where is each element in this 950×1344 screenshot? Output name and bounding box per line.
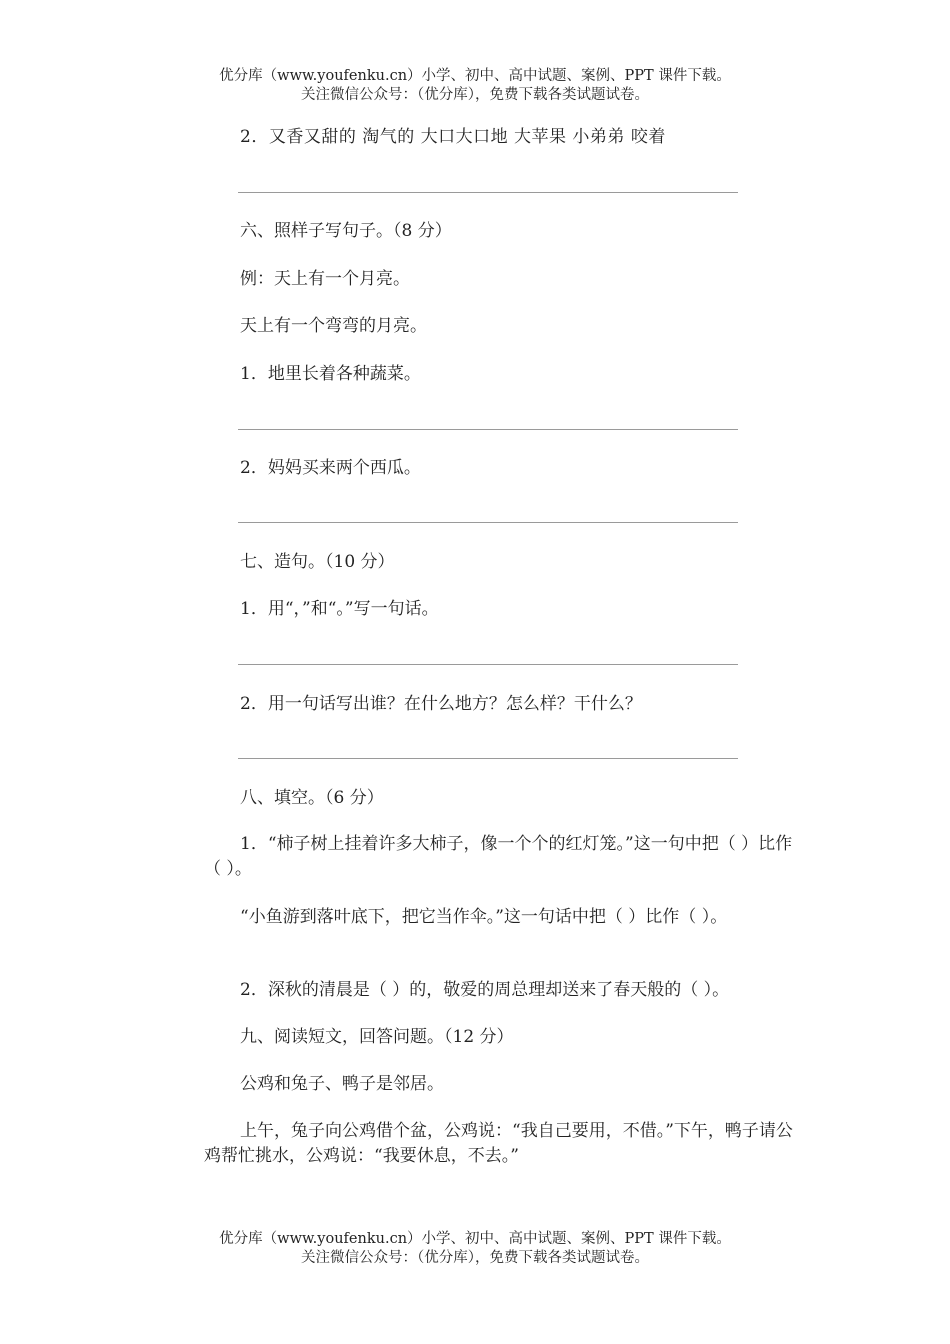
section6-title: 六、照样子写句子。（8 分）: [240, 221, 452, 241]
answer-line: [238, 192, 738, 193]
section6-question2: 2．妈妈买来两个西瓜。: [240, 458, 421, 478]
page-header: [0, 67, 950, 105]
section8-title: 八、填空。（6 分）: [240, 788, 384, 808]
page-footer: [0, 1230, 950, 1268]
section8-question1b: “小鱼游到落叶底下，把它当作伞。”这一句话中把（ ）比作（ ）。: [240, 907, 728, 927]
answer-line: [238, 429, 738, 430]
footer-line-2: 关注微信公众号：（优分库），免费下载各类试题试卷。: [301, 1250, 649, 1266]
section8-question2: 2．深秋的清晨是（ ）的，敬爱的周总理却送来了春天般的（ ）。: [240, 980, 730, 1000]
header-line-1: 优分库（www.youfenku.cn）小学、初中、高中试题、案例、PPT 课件下载。: [219, 68, 731, 84]
section7-title: 七、造句。（10 分）: [240, 552, 395, 572]
answer-line: [238, 664, 738, 665]
section6-example: 例：天上有一个月亮。: [240, 269, 410, 289]
section5-question2: 2．又香又甜的 淘气的 大口大口地 大苹果 小弟弟 咬着: [240, 127, 666, 147]
section9-paragraph1: 公鸡和兔子、鸭子是邻居。: [240, 1074, 444, 1094]
section7-question2: 2．用一句话写出谁？在什么地方？怎么样？干什么？: [240, 694, 642, 714]
section9-paragraph2: 上午，兔子向公鸡借个盆，公鸡说：“我自己要用，不借。”下午，鸭子请公鸡帮忙挑水，公鸡说：“我要休息，不去。”: [204, 1121, 793, 1166]
answer-line: [238, 758, 738, 759]
header-line-2: 关注微信公众号：（优分库），免费下载各类试题试卷。: [301, 87, 649, 103]
section9-title: 九、阅读短文，回答问题。（12 分）: [240, 1027, 514, 1047]
answer-line: [238, 522, 738, 523]
section8-question1: 1．“柿子树上挂着许多大柿子，像一个个的红灯笼。”这一句中把（ ）比作（ ）。: [204, 834, 793, 879]
section6-question1: 1．地里长着各种蔬菜。: [240, 364, 421, 384]
section7-question1: 1．用“，”和“。”写一句话。: [240, 599, 439, 619]
section6-example-answer: 天上有一个弯弯的月亮。: [240, 316, 427, 336]
footer-line-1: 优分库（www.youfenku.cn）小学、初中、高中试题、案例、PPT 课件下载。: [219, 1231, 731, 1247]
